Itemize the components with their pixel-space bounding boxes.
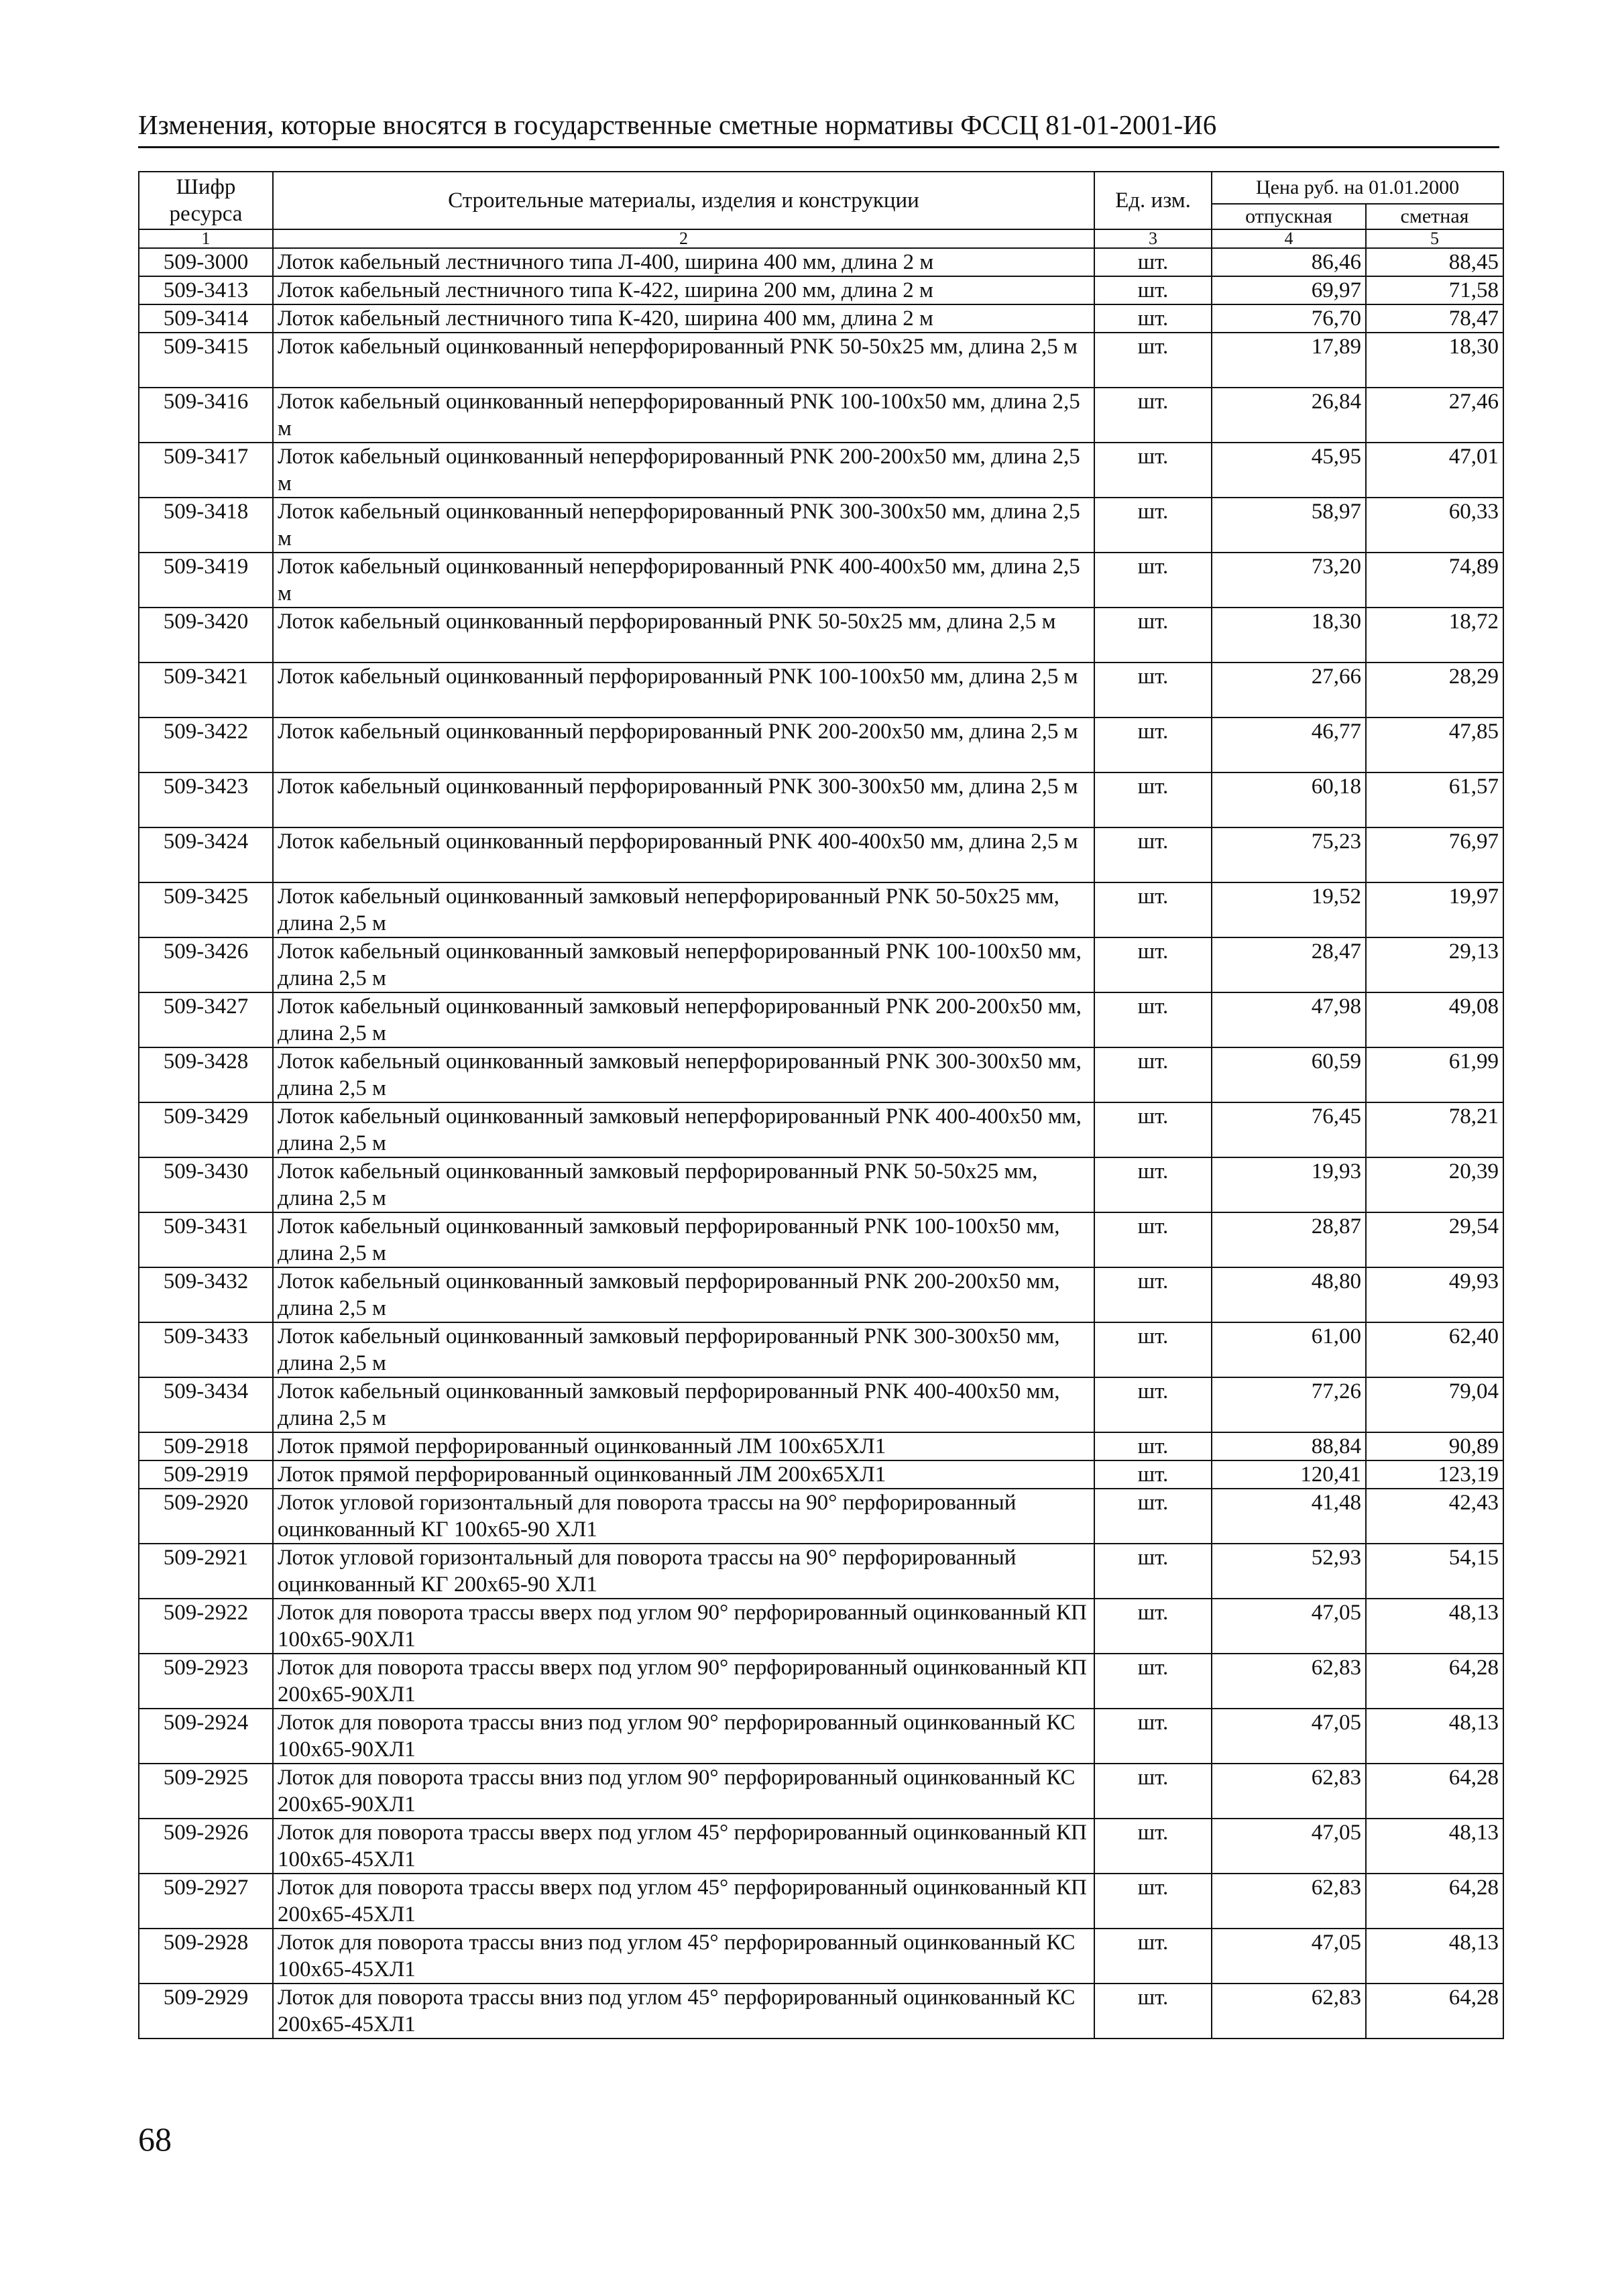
cell-unit: шт.: [1094, 1047, 1212, 1102]
cell-release-price: 26,84: [1212, 388, 1366, 443]
cell-code: 509-3430: [139, 1157, 273, 1212]
column-number: 1: [139, 229, 273, 248]
cell-release-price: 18,30: [1212, 608, 1366, 663]
cell-name: Лоток для поворота трассы вверх под углом 90° перфорированный оцинкованный КП 200x65-90ХЛ1: [273, 1654, 1094, 1709]
cell-unit: шт.: [1094, 1432, 1212, 1460]
cell-name: Лоток кабельный оцинкованный неперфорированный PNK 400-400x50 мм, длина 2,5 м: [273, 553, 1094, 608]
column-header-estimate-price: сметная: [1366, 204, 1503, 229]
cell-release-price: 60,18: [1212, 772, 1366, 827]
cell-estimate-price: 61,57: [1366, 772, 1503, 827]
cell-unit: шт.: [1094, 1489, 1212, 1544]
table-row: [139, 827, 1503, 882]
cell-unit: шт.: [1094, 992, 1212, 1047]
cell-name: Лоток кабельный лестничного типа К-420, ширина 400 мм, длина 2 м: [273, 304, 1094, 333]
cell-release-price: 62,83: [1212, 1764, 1366, 1819]
table-row: [139, 1709, 1503, 1764]
table-row: [139, 1874, 1503, 1929]
cell-unit: шт.: [1094, 1102, 1212, 1157]
cell-code: 509-3414: [139, 304, 273, 333]
cell-estimate-price: 48,13: [1366, 1599, 1503, 1654]
cell-code: 509-3417: [139, 443, 273, 498]
cell-name: Лоток для поворота трассы вверх под углом 45° перфорированный оцинкованный КП 200x65-45ХЛ1: [273, 1874, 1094, 1929]
cell-name: Лоток кабельный оцинкованный замковый неперфорированный PNK 400-400x50 мм, длина 2,5 м: [273, 1102, 1094, 1157]
cell-name: Лоток кабельный оцинкованный замковый перфорированный PNK 200-200x50 мм, длина 2,5 м: [273, 1267, 1094, 1322]
cell-unit: шт.: [1094, 498, 1212, 553]
cell-release-price: 47,05: [1212, 1819, 1366, 1874]
cell-release-price: 62,83: [1212, 1874, 1366, 1929]
table-row: [139, 553, 1503, 608]
cell-code: 509-2922: [139, 1599, 273, 1654]
cell-unit: шт.: [1094, 248, 1212, 276]
cell-estimate-price: 49,08: [1366, 992, 1503, 1047]
column-number: 5: [1366, 229, 1503, 248]
cell-unit: шт.: [1094, 1599, 1212, 1654]
cell-name: Лоток для поворота трассы вниз под углом 90° перфорированный оцинкованный КС 100x65-90ХЛ1: [273, 1709, 1094, 1764]
cell-release-price: 27,66: [1212, 663, 1366, 718]
cell-release-price: 75,23: [1212, 827, 1366, 882]
cell-name: Лоток прямой перфорированный оцинкованный ЛМ 100x65ХЛ1: [273, 1432, 1094, 1460]
table-row: [139, 608, 1503, 663]
cell-release-price: 69,97: [1212, 276, 1366, 304]
cell-name: Лоток кабельный оцинкованный замковый неперфорированный PNK 100-100x50 мм, длина 2,5 м: [273, 937, 1094, 992]
cell-name: Лоток кабельный лестничного типа К-422, ширина 200 мм, длина 2 м: [273, 276, 1094, 304]
cell-release-price: 47,05: [1212, 1599, 1366, 1654]
cell-name: Лоток для поворота трассы вверх под углом 45° перфорированный оцинкованный КП 100x65-45ХЛ1: [273, 1819, 1094, 1874]
cell-release-price: 86,46: [1212, 248, 1366, 276]
cell-unit: шт.: [1094, 1654, 1212, 1709]
cell-release-price: 61,00: [1212, 1322, 1366, 1377]
cell-estimate-price: 74,89: [1366, 553, 1503, 608]
cell-release-price: 46,77: [1212, 718, 1366, 772]
cell-name: Лоток прямой перфорированный оцинкованный ЛМ 200x65ХЛ1: [273, 1460, 1094, 1489]
table-row: [139, 1764, 1503, 1819]
cell-code: 509-3415: [139, 333, 273, 388]
cell-release-price: 76,70: [1212, 304, 1366, 333]
cell-estimate-price: 123,19: [1366, 1460, 1503, 1489]
table-row: [139, 304, 1503, 333]
cell-estimate-price: 78,21: [1366, 1102, 1503, 1157]
cell-estimate-price: 47,01: [1366, 443, 1503, 498]
cell-unit: шт.: [1094, 1929, 1212, 1984]
cell-unit: шт.: [1094, 388, 1212, 443]
cell-release-price: 62,83: [1212, 1984, 1366, 2039]
cell-name: Лоток кабельный оцинкованный замковый неперфорированный PNK 50-50x25 мм, длина 2,5 м: [273, 882, 1094, 937]
cell-estimate-price: 88,45: [1366, 248, 1503, 276]
cell-code: 509-3419: [139, 553, 273, 608]
cell-release-price: 52,93: [1212, 1544, 1366, 1599]
cell-name: Лоток для поворота трассы вниз под углом 90° перфорированный оцинкованный КС 200x65-90ХЛ1: [273, 1764, 1094, 1819]
cell-estimate-price: 64,28: [1366, 1764, 1503, 1819]
cell-name: Лоток кабельный оцинкованный замковый перфорированный PNK 300-300x50 мм, длина 2,5 м: [273, 1322, 1094, 1377]
table-row: [139, 1460, 1503, 1489]
cell-release-price: 120,41: [1212, 1460, 1366, 1489]
cell-code: 509-3427: [139, 992, 273, 1047]
cell-release-price: 41,48: [1212, 1489, 1366, 1544]
table-row: [139, 1544, 1503, 1599]
cell-code: 509-3416: [139, 388, 273, 443]
cell-code: 509-3432: [139, 1267, 273, 1322]
table-row: [139, 992, 1503, 1047]
cell-code: 509-2927: [139, 1874, 273, 1929]
cell-estimate-price: 28,29: [1366, 663, 1503, 718]
table-row: [139, 772, 1503, 827]
cell-release-price: 28,87: [1212, 1212, 1366, 1267]
table-body: [139, 248, 1503, 2039]
cell-code: 509-3422: [139, 718, 273, 772]
cell-estimate-price: 47,85: [1366, 718, 1503, 772]
table-row: [139, 333, 1503, 388]
table-row: [139, 1599, 1503, 1654]
cell-unit: шт.: [1094, 1764, 1212, 1819]
cell-code: 509-3426: [139, 937, 273, 992]
cell-unit: шт.: [1094, 1709, 1212, 1764]
cell-unit: шт.: [1094, 1267, 1212, 1322]
cell-release-price: 62,83: [1212, 1654, 1366, 1709]
cell-release-price: 47,05: [1212, 1929, 1366, 1984]
cell-unit: шт.: [1094, 772, 1212, 827]
cell-name: Лоток кабельный оцинкованный перфорированный PNK 100-100x50 мм, длина 2,5 м: [273, 663, 1094, 718]
cell-estimate-price: 19,97: [1366, 882, 1503, 937]
table-row: [139, 1047, 1503, 1102]
cell-code: 509-3433: [139, 1322, 273, 1377]
table-row: [139, 1102, 1503, 1157]
cell-unit: шт.: [1094, 1460, 1212, 1489]
cell-unit: шт.: [1094, 1157, 1212, 1212]
cell-unit: шт.: [1094, 882, 1212, 937]
cell-estimate-price: 54,15: [1366, 1544, 1503, 1599]
cell-code: 509-2923: [139, 1654, 273, 1709]
cell-name: Лоток кабельный оцинкованный замковый неперфорированный PNK 300-300x50 мм, длина 2,5 м: [273, 1047, 1094, 1102]
table-row: [139, 1322, 1503, 1377]
cell-estimate-price: 29,54: [1366, 1212, 1503, 1267]
cell-unit: шт.: [1094, 608, 1212, 663]
cell-unit: шт.: [1094, 333, 1212, 388]
cell-estimate-price: 20,39: [1366, 1157, 1503, 1212]
cell-unit: шт.: [1094, 1874, 1212, 1929]
cell-name: Лоток кабельный оцинкованный перфорированный PNK 50-50x25 мм, длина 2,5 м: [273, 608, 1094, 663]
page-header-title: Изменения, которые вносятся в государственные сметные нормативы ФССЦ 81-01-2001-И6: [138, 109, 1217, 140]
cell-name: Лоток кабельный оцинкованный неперфорированный PNK 100-100x50 мм, длина 2,5 м: [273, 388, 1094, 443]
cell-name: Лоток для поворота трассы вниз под углом 45° перфорированный оцинкованный КС 100x65-45ХЛ1: [273, 1929, 1094, 1984]
cell-estimate-price: 42,43: [1366, 1489, 1503, 1544]
cell-unit: шт.: [1094, 1212, 1212, 1267]
cell-release-price: 19,52: [1212, 882, 1366, 937]
cell-estimate-price: 18,30: [1366, 333, 1503, 388]
cell-release-price: 60,59: [1212, 1047, 1366, 1102]
column-header-name: Строительные материалы, изделия и конструкции: [273, 172, 1094, 229]
table-row: [139, 1377, 1503, 1432]
cell-name: Лоток кабельный оцинкованный замковый перфорированный PNK 400-400x50 мм, длина 2,5 м: [273, 1377, 1094, 1432]
cell-unit: шт.: [1094, 1377, 1212, 1432]
cell-name: Лоток кабельный оцинкованный замковый перфорированный PNK 100-100x50 мм, длина 2,5 м: [273, 1212, 1094, 1267]
cell-unit: шт.: [1094, 1322, 1212, 1377]
cell-release-price: 19,93: [1212, 1157, 1366, 1212]
table-row: [139, 1929, 1503, 1984]
cell-name: Лоток кабельный оцинкованный перфорированный PNK 400-400x50 мм, длина 2,5 м: [273, 827, 1094, 882]
table-row: [139, 1212, 1503, 1267]
column-header-release-price: отпускная: [1212, 204, 1366, 229]
cell-unit: шт.: [1094, 1819, 1212, 1874]
table-row: [139, 663, 1503, 718]
table-row: [139, 1654, 1503, 1709]
cell-estimate-price: 62,40: [1366, 1322, 1503, 1377]
table-row: [139, 1267, 1503, 1322]
cell-code: 509-2924: [139, 1709, 273, 1764]
page-number: 68: [138, 2120, 172, 2158]
cell-name: Лоток угловой горизонтальный для поворота трассы на 90° перфорированный оцинкованный КГ 100x65-90 ХЛ1: [273, 1489, 1094, 1544]
cell-estimate-price: 60,33: [1366, 498, 1503, 553]
cell-estimate-price: 79,04: [1366, 1377, 1503, 1432]
cell-estimate-price: 64,28: [1366, 1874, 1503, 1929]
cell-estimate-price: 48,13: [1366, 1819, 1503, 1874]
cell-release-price: 58,97: [1212, 498, 1366, 553]
cell-release-price: 73,20: [1212, 553, 1366, 608]
cell-code: 509-3428: [139, 1047, 273, 1102]
cell-name: Лоток кабельный оцинкованный перфорированный PNK 200-200x50 мм, длина 2,5 м: [273, 718, 1094, 772]
cell-estimate-price: 64,28: [1366, 1654, 1503, 1709]
cell-code: 509-3423: [139, 772, 273, 827]
header-rule: [138, 146, 1499, 148]
cell-name: Лоток кабельный оцинкованный неперфорированный PNK 200-200x50 мм, длина 2,5 м: [273, 443, 1094, 498]
column-header-code: Шифр ресурса: [139, 172, 273, 229]
cell-estimate-price: 76,97: [1366, 827, 1503, 882]
cell-release-price: 28,47: [1212, 937, 1366, 992]
cell-estimate-price: 18,72: [1366, 608, 1503, 663]
cell-code: 509-3425: [139, 882, 273, 937]
cell-release-price: 77,26: [1212, 1377, 1366, 1432]
cell-name: Лоток кабельный оцинкованный неперфорированный PNK 300-300x50 мм, длина 2,5 м: [273, 498, 1094, 553]
cell-estimate-price: 48,13: [1366, 1709, 1503, 1764]
cell-release-price: 47,98: [1212, 992, 1366, 1047]
cell-code: 509-3421: [139, 663, 273, 718]
cell-estimate-price: 27,46: [1366, 388, 1503, 443]
table-row: [139, 498, 1503, 553]
cell-code: 509-2929: [139, 1984, 273, 2039]
column-number: 4: [1212, 229, 1366, 248]
cell-code: 509-2919: [139, 1460, 273, 1489]
cell-unit: шт.: [1094, 827, 1212, 882]
cell-unit: шт.: [1094, 1984, 1212, 2039]
cell-name: Лоток кабельный оцинкованный замковый неперфорированный PNK 200-200x50 мм, длина 2,5 м: [273, 992, 1094, 1047]
cell-code: 509-2920: [139, 1489, 273, 1544]
cell-unit: шт.: [1094, 443, 1212, 498]
cell-estimate-price: 29,13: [1366, 937, 1503, 992]
cell-code: 509-2926: [139, 1819, 273, 1874]
cell-name: Лоток угловой горизонтальный для поворота трассы на 90° перфорированный оцинкованный КГ 200x65-90 ХЛ1: [273, 1544, 1094, 1599]
cell-unit: шт.: [1094, 718, 1212, 772]
column-header-price-group: Цена руб. на 01.01.2000: [1212, 172, 1503, 204]
cell-estimate-price: 48,13: [1366, 1929, 1503, 1984]
cell-estimate-price: 90,89: [1366, 1432, 1503, 1460]
table-row: [139, 718, 1503, 772]
cell-estimate-price: 64,28: [1366, 1984, 1503, 2039]
table-row: [139, 443, 1503, 498]
cell-unit: шт.: [1094, 937, 1212, 992]
column-number: 3: [1094, 229, 1212, 248]
cell-code: 509-3429: [139, 1102, 273, 1157]
table-row: [139, 1984, 1503, 2039]
cell-code: 509-2925: [139, 1764, 273, 1819]
cell-name: Лоток для поворота трассы вверх под углом 90° перфорированный оцинкованный КП 100x65-90ХЛ1: [273, 1599, 1094, 1654]
cell-estimate-price: 71,58: [1366, 276, 1503, 304]
cell-name: Лоток кабельный оцинкованный неперфорированный PNK 50-50x25 мм, длина 2,5 м: [273, 333, 1094, 388]
cell-code: 509-3413: [139, 276, 273, 304]
cell-name: Лоток кабельный оцинкованный замковый перфорированный PNK 50-50x25 мм, длина 2,5 м: [273, 1157, 1094, 1212]
cell-code: 509-2918: [139, 1432, 273, 1460]
cell-code: 509-3431: [139, 1212, 273, 1267]
cell-estimate-price: 49,93: [1366, 1267, 1503, 1322]
cell-code: 509-3420: [139, 608, 273, 663]
cell-name: Лоток кабельный лестничного типа Л-400, ширина 400 мм, длина 2 м: [273, 248, 1094, 276]
cell-release-price: 17,89: [1212, 333, 1366, 388]
cell-release-price: 48,80: [1212, 1267, 1366, 1322]
cell-unit: шт.: [1094, 304, 1212, 333]
cell-unit: шт.: [1094, 553, 1212, 608]
cell-code: 509-2921: [139, 1544, 273, 1599]
table-row: [139, 882, 1503, 937]
cell-code: 509-3434: [139, 1377, 273, 1432]
cell-unit: шт.: [1094, 663, 1212, 718]
cell-release-price: 47,05: [1212, 1709, 1366, 1764]
cell-name: Лоток для поворота трассы вниз под углом 45° перфорированный оцинкованный КС 200x65-45ХЛ1: [273, 1984, 1094, 2039]
cell-unit: шт.: [1094, 1544, 1212, 1599]
table-row: [139, 937, 1503, 992]
column-header-unit: Ед. изм.: [1094, 172, 1212, 229]
table-row: [139, 1157, 1503, 1212]
cell-release-price: 88,84: [1212, 1432, 1366, 1460]
cell-code: 509-2928: [139, 1929, 273, 1984]
column-number: 2: [273, 229, 1094, 248]
cell-release-price: 45,95: [1212, 443, 1366, 498]
cell-code: 509-3418: [139, 498, 273, 553]
table-row: [139, 388, 1503, 443]
cell-release-price: 76,45: [1212, 1102, 1366, 1157]
table-row: [139, 1819, 1503, 1874]
cell-estimate-price: 78,47: [1366, 304, 1503, 333]
cell-unit: шт.: [1094, 276, 1212, 304]
table-row: [139, 1432, 1503, 1460]
table-row: [139, 276, 1503, 304]
table-row: [139, 1489, 1503, 1544]
resource-price-table: [138, 171, 1504, 2039]
table-row: [139, 248, 1503, 276]
cell-name: Лоток кабельный оцинкованный перфорированный PNK 300-300x50 мм, длина 2,5 м: [273, 772, 1094, 827]
cell-code: 509-3000: [139, 248, 273, 276]
cell-code: 509-3424: [139, 827, 273, 882]
cell-estimate-price: 61,99: [1366, 1047, 1503, 1102]
